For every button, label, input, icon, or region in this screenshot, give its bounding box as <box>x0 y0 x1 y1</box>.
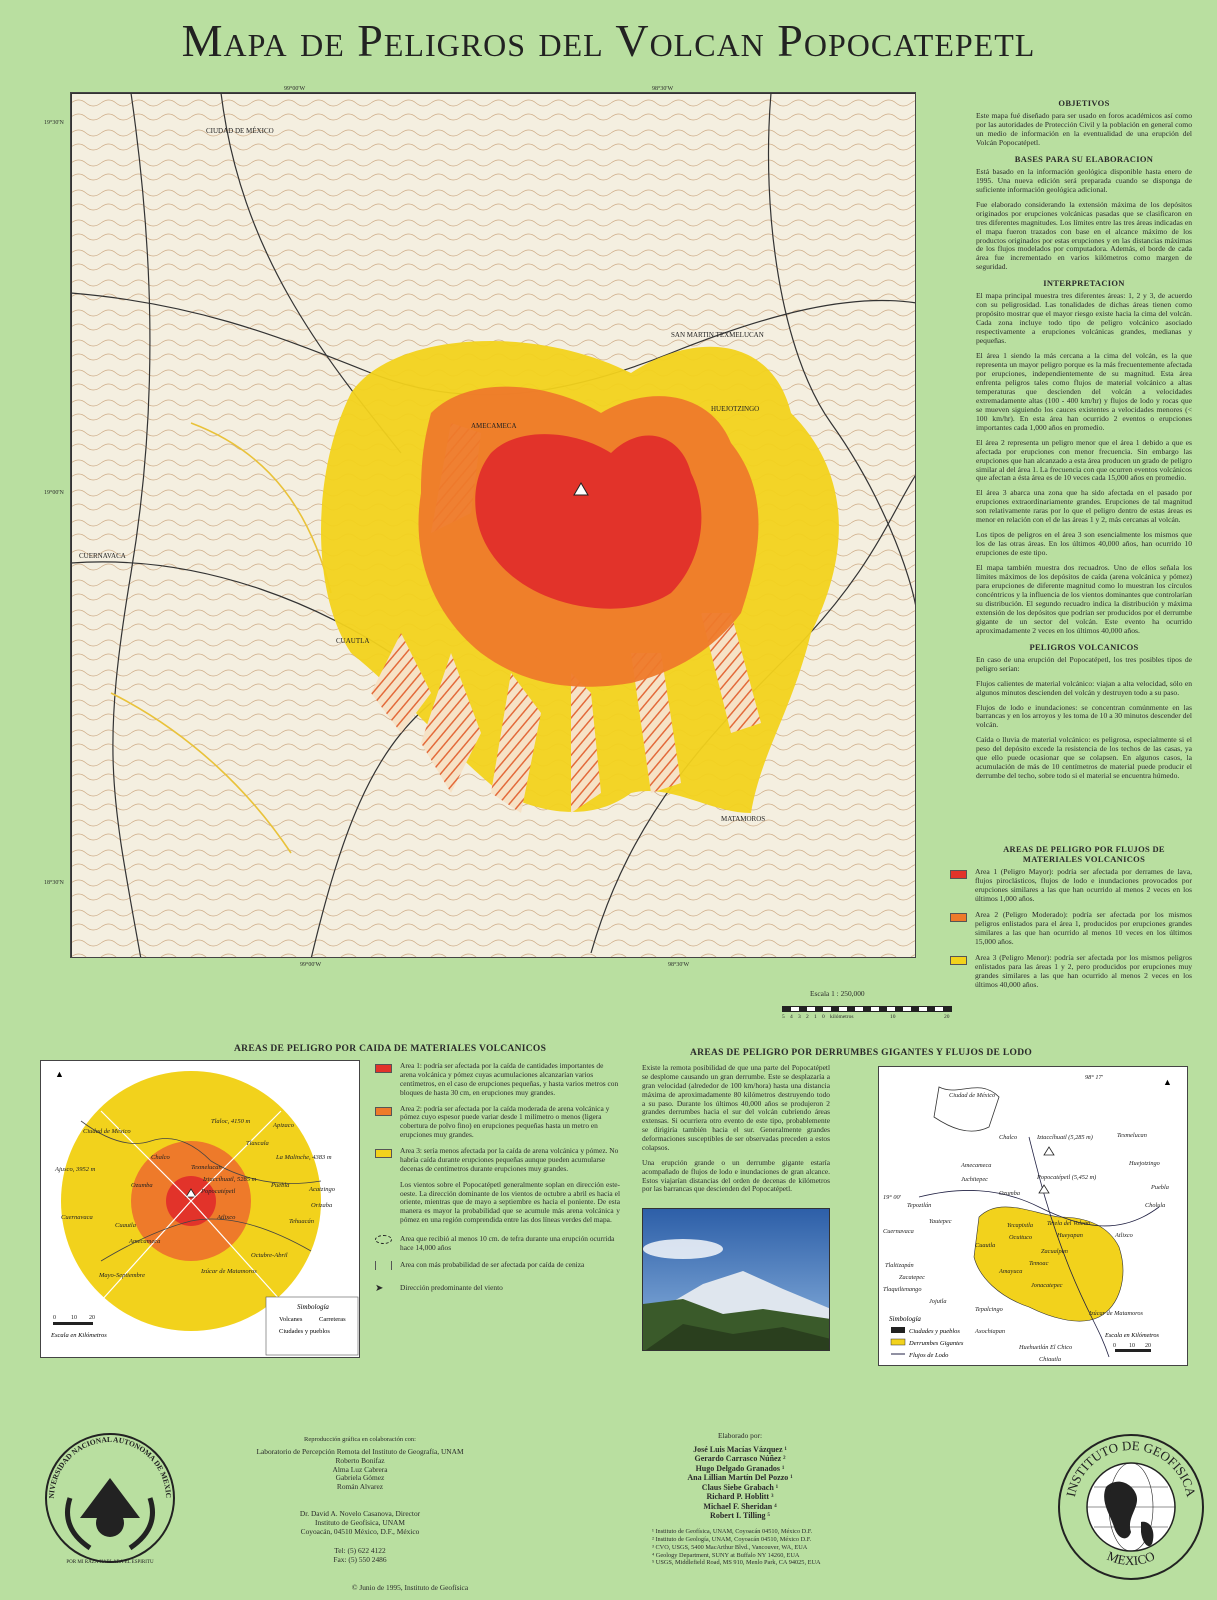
legend-area-2-text: Area 2 (Peligro Moderado): podría ser afectada por los mismos peligros enlistados para el área 1, producidos por erupciones grandes similares a las que han ocurrido al menos 10 veces en los últimos 15,000 años. <box>975 909 1192 946</box>
label-cuautla: CUAUTLA <box>336 637 370 645</box>
area-2-swatch <box>950 913 967 922</box>
ash-label: Ozumba <box>131 1182 153 1189</box>
coord-left-top: 19°30'N <box>44 120 64 126</box>
peligros-text-4: Caída o lluvia de material volcánico: es peligrosa, especialmente si el peso del depósito excede la resistencia de los techos de las casas, ya que ello puede ocasionar que se colapsen. En algunos casos, la acumulación de más de 10 centímetros de material puede producir el derrumbe del techo, sobre todo si el material se encuentra húmedo. <box>976 735 1192 781</box>
ash-legend-item: Ciudades y pueblos <box>279 1328 330 1335</box>
repro-line: Gabriela Gómez <box>335 1473 385 1483</box>
ash-label: Mayo-Septiembre <box>99 1272 145 1279</box>
scale-tick: 4 <box>790 1014 793 1020</box>
legend-area-3-text: Area 3 (Peligro Menor): podría ser afectada por los mismos peligros enlistados para las áreas 1 y 2, pero producidos por erupciones muy grandes similares a las que han ocurrido al menos 2 veces en los últimos 40,000 años. <box>975 952 1192 989</box>
ash-scale-tick: 10 <box>71 1315 77 1321</box>
der-label: Juchitepec <box>961 1176 988 1183</box>
area-1-swatch <box>950 870 967 879</box>
der-label: Tlaquiltenango <box>883 1286 922 1293</box>
peligros-text-1: En caso de una erupción del Popocatépetl, los tres posibles tipos de peligro serían: <box>976 654 1192 673</box>
der-label: Hueyapan <box>1057 1232 1083 1239</box>
ash-area-3-swatch <box>375 1149 392 1158</box>
der-label: Huejotzingo <box>1129 1160 1160 1167</box>
der-label: Iztaccíhuatl (5,285 m) <box>1037 1134 1093 1141</box>
ash-legend-item: Carreteras <box>319 1316 346 1323</box>
sidebar-text <box>976 92 1192 787</box>
scale-tick: 20 <box>944 1014 950 1020</box>
wind-sector-icon <box>375 1261 392 1270</box>
repro-title: Reproducción gráfica en colaboración con: <box>304 1436 416 1443</box>
derrumbe-title: AREAS DE PELIGRO POR DERRUMBES GIGANTES Y FLUJOS DE LODO <box>690 1048 1033 1058</box>
bases-heading: BASES PARA SU ELABORACION <box>1014 153 1154 164</box>
interp-text-5: Los tipos de peligros en el área 3 son esencialmente los mismos que los de las otras áreas. En los últimos 40,000 años, han ocurrido 10 erupciones de este tipo. <box>976 530 1192 558</box>
derrumbe-text <box>642 1064 830 1194</box>
copyright-date: © Junio de 1995, Instituto de Geofísica <box>351 1583 469 1592</box>
north-arrow-icon: ▲ <box>1163 1077 1172 1087</box>
der-scale-tick: 0 <box>1113 1343 1116 1349</box>
der-label: Ozumba <box>999 1190 1020 1197</box>
der-label: Axochiapan <box>975 1328 1006 1335</box>
der-label: Yautepec <box>929 1218 952 1225</box>
legend-area-1 <box>950 868 1192 904</box>
unam-seal-text: NIVERSIDAD NACIONAL AUTONOMA DE MEXIC <box>46 1434 174 1499</box>
der-label: Izúcar de Matamoros <box>1089 1310 1143 1317</box>
objetivos-text: Este mapa fué diseñado para ser usado en foros académicos así como por las autoridades de Protección Civil y la población en general como un medio de información en la eventualidad de una erupción del Volcán Popocatépetl. <box>976 111 1192 147</box>
author: Gerardo Carrasco Núñez ² <box>694 1454 786 1464</box>
author: Michael F. Sheridan ⁴ <box>703 1501 777 1511</box>
ash-label: Tlaxcala <box>246 1140 269 1147</box>
geofisica-seal <box>1056 1432 1206 1582</box>
der-label: Chalco <box>999 1134 1018 1141</box>
der-label: 19° 00' <box>883 1194 902 1201</box>
author: José Luis Macías Vázquez ¹ <box>693 1444 787 1454</box>
scale-tick: 1 <box>814 1014 817 1020</box>
ash-legend-item: Volcanes <box>279 1316 303 1323</box>
der-label: Zacualpan <box>1041 1248 1068 1255</box>
interp-text-1: El mapa principal muestra tres diferentes áreas: 1, 2 y 3, de acuerdo con su peligrosidad. Las tonalidades de dichas áreas tienen como propósito mostrar que el mayor riesgo existe hacia la cima del volcán. Cada zona incluye todo tipo de peligro volcánico asociado respectivamente a erupciones volcánicas grandes, medianas y pequeñas. <box>976 291 1192 346</box>
ash-area-3-text: Area 3: sería menos afectada por la caída de arena volcánica y pómez. No habría caída durante erupciones pequeñas aunque pueden acumularse decenas de centímetros durante erupciones muy grandes. <box>400 1146 619 1173</box>
der-scale-tick: 20 <box>1145 1343 1151 1349</box>
ash-area-1-swatch <box>375 1064 392 1073</box>
ash-area-2 <box>375 1105 620 1141</box>
ash-area-1 <box>375 1062 620 1098</box>
ash-label: Atlixco <box>217 1214 236 1221</box>
der-label: Huehuetlán El Chico <box>1019 1344 1073 1351</box>
derrumbe-map[interactable] <box>878 1066 1188 1366</box>
label-texmelucan: SAN MARTIN TEXMELUCAN <box>671 331 764 339</box>
scale-tick: 2 <box>806 1014 809 1020</box>
ash-tephra <box>375 1235 620 1253</box>
main-map-svg <box>71 93 916 958</box>
ash-scale-tick: 20 <box>89 1315 95 1321</box>
ash-label: Apizaco <box>273 1122 294 1129</box>
authors-block <box>640 1432 840 1520</box>
scale-tick: 10 <box>890 1014 896 1020</box>
der-label: Chiautla <box>1039 1356 1062 1363</box>
ash-scale-tick: 0 <box>53 1315 56 1321</box>
ash-label: Amecameca <box>129 1238 161 1245</box>
ash-area-2-text: Area 2: podría ser afectada por la caída moderada de arena volcánica y pómez cuyo espesor puede variar desde 1 milímetro o menos (ligera cobertura de polvo fino) en erupciones pequeñas hasta un metro en erupciones muy grandes. <box>400 1103 610 1140</box>
ash-area-1-text: Area 1: podría ser afectada por la caída de cantidades importantes de arena volcánica y pómez cuyas acumulaciones alcanzarían varios centímetros, en el caso de erupciones pequeñas, y hasta varios metros con bloques de hasta 30 cm, en erupciones muy grandes. <box>400 1061 619 1097</box>
repro-line: Roberto Bonifaz <box>335 1455 385 1465</box>
phone-line: Tel: (5) 622 4122 <box>334 1545 386 1555</box>
main-hazard-map[interactable] <box>70 92 916 958</box>
der-label: Popocatépetl (5,452 m) <box>1037 1174 1097 1181</box>
ash-label: Cuernavaca <box>61 1214 93 1221</box>
unam-seal <box>40 1428 180 1568</box>
ash-legend-title: Simbología <box>297 1303 329 1311</box>
interp-text-6: El mapa también muestra dos recuadros. Uno de ellos señala los límites máximos de los depósitos de caída (arena volcánica y pómez) para erupciones de diferente magnitud como lo muestran los círculos concéntricos y la influencia de los vientos dominantes que controlarían su distribución. El segundo recuadro indica la distribución y máxima extensión de los depósitos que podrían ser producidos por el derrumbe gigante de un sector del volcán. Este evento ha ocurrido aproximadamente 2 veces en los últimos 40,000 años. <box>976 563 1192 635</box>
der-label: Tlaltizapán <box>885 1262 914 1269</box>
derrumbe-text-2: Una erupción grande o un derrumbe gigante estaría acompañado de flujos de lodo e inundaciones de gran alcance. Estos viajarían distancias del orden de decenas de kilómetros por las barrancas que descienden del Popocatépetl. <box>642 1157 830 1194</box>
ash-prob <box>375 1261 620 1270</box>
ash-map-scale: Escala en Kilómetros <box>51 1332 107 1339</box>
der-label: Tetela del Volcán <box>1047 1220 1091 1227</box>
areas-heading: AREAS DE PELIGRO POR FLUJOS DE MATERIALES VOLCANICOS <box>1003 844 1165 865</box>
footnote: ¹ Instituto de Geofísica, UNAM, Coyoacán 04510, México D.F. <box>652 1528 813 1535</box>
ash-label: Octubre-Abril <box>251 1252 288 1259</box>
derrumbe-text-1: Existe la remota posibilidad de que una parte del Popocatépetl se desplome causando un gran derrumbe. Este se desplazaría a gran velocidad (alrededor de 100 km/hora) hasta una distancia máxima de aproximadamente 80 kilómetros destruyendo todo a su paso. Durante los últimos 40,000 años se produjeron 2 grandes derrumbes hacia el sur del volcán cubriendo áreas extensas. Si ocurriera otro evento de este tipo, probablemente se dirigiría también hacia el sur. Generalmente grandes deformaciones susceptibles de ser observadas preceden a estos colapsos. <box>642 1063 830 1152</box>
ash-label: Puebla <box>271 1182 290 1189</box>
bases-text-1: Está basado en la información geológica disponible hasta enero de 1995. Una nueva edición será preparada cuando se disponga de suficiente información geológica adicional. <box>976 166 1192 194</box>
coord-left-bot: 18°30'N <box>44 880 64 886</box>
ash-label: Cuautla <box>115 1222 136 1229</box>
footnotes <box>652 1528 892 1567</box>
ash-label: Ajusco, 3952 m <box>55 1166 96 1173</box>
der-label: Tepalcingo <box>975 1306 1003 1313</box>
geofisica-seal-top: INSTITUTO DE GEOFISICA <box>1063 1437 1200 1499</box>
der-label: Texmelucan <box>1117 1132 1147 1139</box>
ash-wind-text: Los vientos sobre el Popocatépetl generalmente soplan en dirección este-oeste. La dirección dominante de los vientos de octubre a abril es hacia el oriente, mientras que de mayo a septiembre es hacia el poniente. De esta manera es mayor la probabilidad que se acumule más arena volcánica y pómez en una región comprendida entre las dos líneas verdes del mapa. <box>400 1179 620 1225</box>
sidebar-legend <box>950 838 1192 996</box>
der-label: Ocuituco <box>1009 1234 1033 1241</box>
ash-prob-text: Area con más probabilidad de ser afectada por caída de ceniza <box>400 1259 585 1269</box>
der-label: Amayuca <box>999 1268 1023 1275</box>
popo-icon <box>1039 1185 1049 1193</box>
wind-direction-icon: ➤ <box>375 1282 384 1294</box>
scale-units: kilómetros <box>830 1014 854 1020</box>
der-label: Tepoztlán <box>907 1202 932 1209</box>
der-label: Jonacatepec <box>1031 1282 1063 1289</box>
ash-dir-text: Dirección predominante del viento <box>400 1282 503 1292</box>
footnote: ⁵ USGS, Middlefield Road, MS 910, Menlo Park, CA 94025, EUA <box>652 1559 821 1567</box>
peligros-text-3: Flujos de lodo e inundaciones: se concentran comúnmente en las barrancas y en los arroyos y les toma de 10 a 30 minutos descender del volcán. <box>976 702 1192 730</box>
der-legend-item: Ciudades y pueblos <box>909 1328 960 1335</box>
der-label: Yecapixtla <box>1007 1222 1034 1229</box>
coord-bottom-left: 99°00'W <box>300 962 322 968</box>
legend-area-3 <box>950 954 1192 990</box>
der-label: Jojutla <box>929 1298 947 1305</box>
author: Robert I. Tilling ⁵ <box>710 1510 770 1520</box>
ash-label: Tlaloc, 4150 m <box>211 1118 251 1125</box>
scale-tick: 5 <box>782 1014 785 1020</box>
peligros-heading: PELIGROS VOLCANICOS <box>1029 641 1139 652</box>
elaborado-title: Elaborado por: <box>717 1431 763 1440</box>
repro-line: Laboratorio de Percepción Remota del Instituto de Geografía, UNAM <box>256 1446 464 1456</box>
ash-label: Iztaccíhuatl, 5285 m <box>203 1176 257 1183</box>
der-map-scale: Escala en Kilómetros <box>1105 1332 1159 1339</box>
ash-section-title: AREAS DE PELIGRO POR CAIDA DE MATERIALES VOLCANICOS <box>234 1044 547 1054</box>
repro-line: Román Alvarez <box>336 1482 384 1492</box>
interp-text-2: El área 1 siendo la más cercana a la cima del volcán, es la que representa un mayor peligro porque es la más frecuentemente afectada por erupciones, independientemente de su magnitud. Esta área enfrenta peligros tales como flujos de material volcánico a altas temperaturas que descienden del volcán a velocidades extremadamente altas (100 - 400 km/hr) y flujos de lodo y rocas que se mueven siguiendo los cauces existentes a velocidades menores (< 100 km/hr). En esta área han ocurrido 2 eventos o erupciones importantes cada 1,000 años en promedio. <box>976 351 1192 432</box>
der-label: Ciudad de México <box>949 1092 996 1099</box>
ash-tephra-text: Area que recibió al menos 10 cm. de tefra durante una erupción ocurrida hace 14,000 años <box>400 1234 615 1252</box>
ash-label: Izúcar de Matamoros <box>201 1268 257 1275</box>
footnote: ² Instituto de Geología, UNAM, Coyoacán 04510, México D.F. <box>652 1535 812 1543</box>
peligros-text-2: Flujos calientes de material volcánico: viajan a alta velocidad, sólo en algunos minutos descienden del volcán y destruyen todo a su paso. <box>976 678 1192 697</box>
der-legend-item: Derrumbes Gigantes <box>909 1340 964 1347</box>
der-label: Cuautla <box>975 1242 996 1249</box>
der-label: Zacatepec <box>899 1274 925 1281</box>
author: Claus Siebe Grabach ¹ <box>701 1482 779 1492</box>
label-matamoros: MATAMOROS <box>721 815 766 823</box>
label-cuernavaca: CUERNAVACA <box>79 552 126 560</box>
der-label: Cholula <box>1145 1202 1166 1209</box>
unam-seal-svg <box>40 1428 180 1568</box>
der-scale-tick: 10 <box>1129 1343 1135 1349</box>
page-title: Mapa de Peligros del Volcan Popocatepetl <box>181 15 1036 66</box>
legend-area-1-text: Area 1 (Peligro Mayor): podría ser afectada por derrames de lava, flujos piroclásticos, flujos de lodo e inundaciones provocados por erupciones similares a las que han ocurrido al menos 2 veces en los últimos 1,000 años. <box>975 867 1192 903</box>
coord-top-left: 99°00'W <box>284 86 306 92</box>
area-3-swatch <box>950 956 967 965</box>
der-legend-item: Flujos de Lodo <box>909 1352 949 1359</box>
objetivos-heading: OBJETIVOS <box>1058 98 1110 108</box>
ash-area-2-swatch <box>375 1107 392 1116</box>
ash-label: Acatzingo <box>309 1186 335 1193</box>
ash-label: Ciudad de México <box>83 1128 131 1135</box>
derrumbe-map-svg <box>879 1067 1188 1366</box>
label-amecameca: AMECAMECA <box>471 422 517 430</box>
interp-text-3: El área 2 representa un peligro menor que el área 1 debido a que es afectada por erupciones con menor frecuencia. Sin embargo las erupciones que han alcanzado a esta área producen un grado de peligro similar al del área 1. La frecuencia con que ocurren eventos volcánicos que afectan a ésta área es de 10 veces cada 15,000 años en promedio. <box>976 437 1192 483</box>
director-line: Instituto de Geofísica, UNAM <box>315 1518 405 1528</box>
ash-fall-map[interactable] <box>40 1060 360 1358</box>
ash-label: Texmelucan <box>191 1164 222 1171</box>
author: Ana Lillian Martín Del Pozzo ¹ <box>687 1473 793 1483</box>
unam-motto: POR MI RAZA HABLARA EL ESPIRITU <box>66 1560 154 1565</box>
geofisica-seal-bottom: MEXICO <box>1105 1548 1157 1569</box>
ash-area-3 <box>375 1147 620 1174</box>
der-label: Temoac <box>1029 1260 1049 1267</box>
tephra-outline-icon <box>375 1235 392 1244</box>
der-label: Puebla <box>1151 1184 1169 1191</box>
footnote: ³ CVO, USGS, 5400 MacArthur Blvd., Vancouver, WA, EUA <box>652 1543 808 1551</box>
ash-label: Orizaba <box>311 1202 333 1209</box>
bases-text-2: Fue elaborado considerando la extensión máxima de los depósitos originados por erupciones volcánicas pasadas que se clasificaron en tres diferentes magnitudes. Los límites entre las tres áreas indicadas en el mapa fueron trazados con base en el alcance máximo de los productos originados por estas erupciones y en las distancias máximas de los flujos modelados por computadora. Además, el borde de cada área fue incrementado en varios kilómetros como margen de seguridad. <box>976 199 1192 272</box>
coord-left-mid: 19°00'N <box>44 490 64 496</box>
izta-icon <box>1044 1147 1054 1155</box>
label-ciudad-mexico: CIUDAD DE MÉXICO <box>206 127 274 135</box>
scale-bar <box>782 1006 952 1024</box>
ash-label: La Malinche, 4383 m <box>276 1154 332 1161</box>
scale-tick: 3 <box>798 1014 801 1020</box>
ash-legend <box>375 1062 620 1300</box>
geofisica-seal-svg <box>1056 1432 1206 1582</box>
scale-text: Escala 1 : 250,000 <box>810 989 865 998</box>
der-label: Cuernavaca <box>883 1228 914 1235</box>
legend-area-2 <box>950 911 1192 947</box>
director-line: Dr. David A. Novelo Casanova, Director <box>299 1509 421 1519</box>
ash-dir <box>375 1284 620 1293</box>
phone-line: Fax: (5) 550 2486 <box>333 1554 387 1564</box>
popocatepetl-photo <box>642 1208 830 1351</box>
author: Hugo Delgado Granados ¹ <box>695 1463 785 1473</box>
der-label: 98° 17' <box>1085 1074 1104 1081</box>
coord-top-right: 98°30'W <box>652 86 674 92</box>
repro-line: Alma Luz Cabrera <box>332 1464 388 1474</box>
scale-tick: 0 <box>822 1014 825 1020</box>
label-huejotzingo: HUEJOTZINGO <box>711 405 760 413</box>
coord-bottom-mid: 98°30'W <box>668 962 690 968</box>
ash-label: Popocatépetl <box>201 1188 236 1195</box>
ash-map-svg <box>41 1061 360 1358</box>
footnote: ⁴ Geology Department, SUNY at Buffalo NY 14260, EUA <box>652 1551 800 1559</box>
interp-text-4: El área 3 abarca una zona que ha sido afectada en el pasado por erupciones extraordinariamente grandes. Erupciones de tal magnitud son relativamente raras por lo que el peligro dentro de estas áreas es menor en relación con el de las áreas 1 y 2, más cercanas al volcán. <box>976 488 1192 525</box>
interp-heading: INTERPRETACION <box>1043 278 1125 289</box>
ash-label: Tehuacán <box>289 1218 315 1225</box>
der-label: Atlixco <box>1115 1232 1133 1239</box>
repro-credits <box>230 1436 490 1565</box>
der-legend-title: Simbología <box>889 1315 921 1323</box>
director-line: Coyoacán, 04510 México, D.F., México <box>300 1526 420 1536</box>
der-label: Amecameca <box>961 1162 992 1169</box>
ash-label: Chalco <box>151 1154 170 1161</box>
author: Richard P. Hoblitt ³ <box>706 1492 774 1502</box>
north-arrow-icon: ▲ <box>55 1069 64 1079</box>
